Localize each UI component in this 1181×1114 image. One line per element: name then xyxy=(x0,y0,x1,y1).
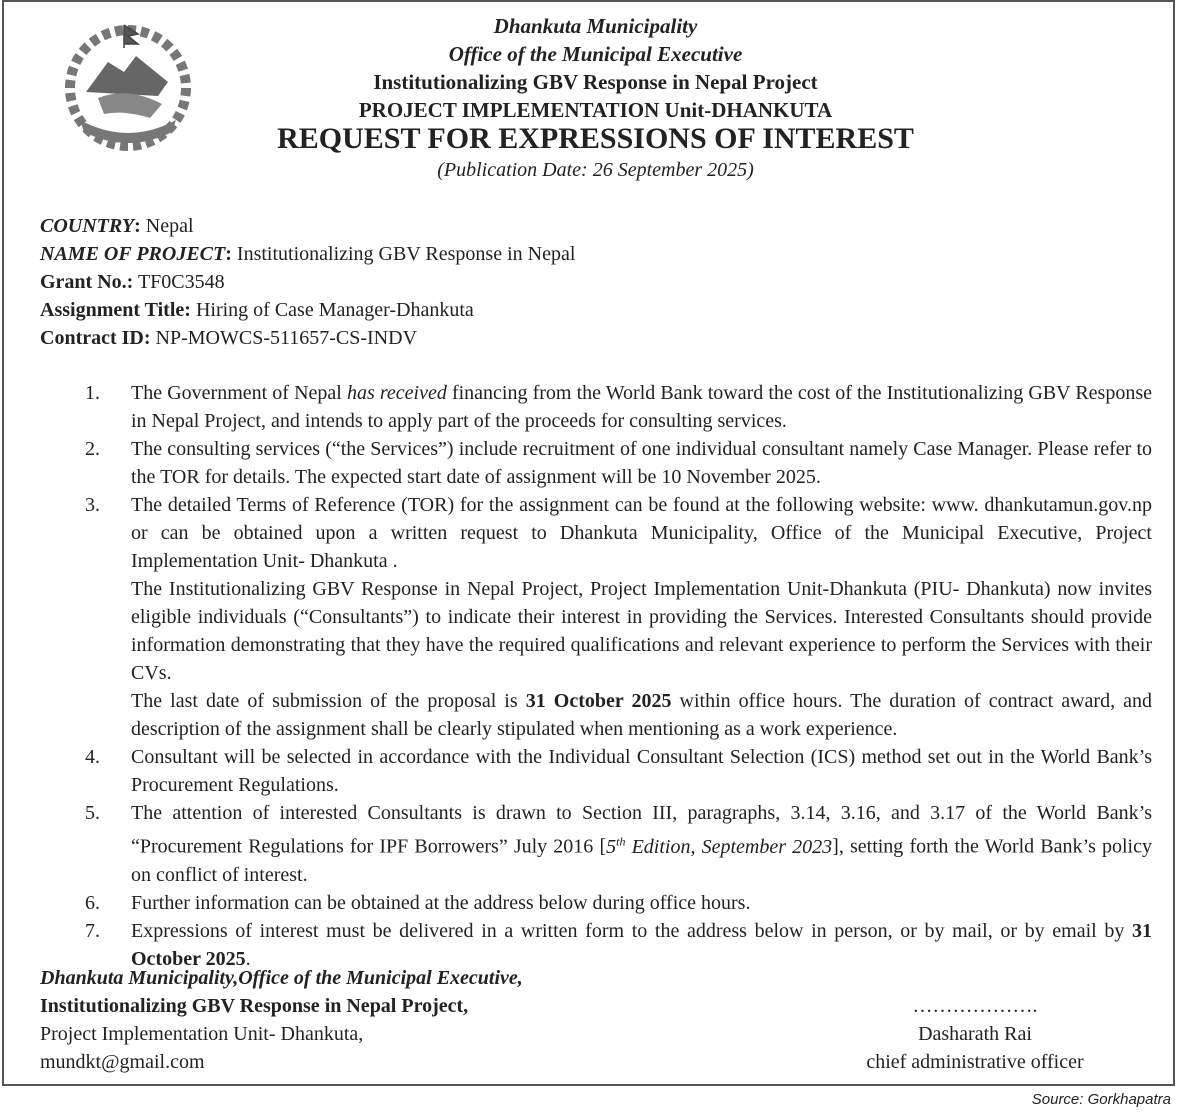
signatory-name: Dasharath Rai xyxy=(918,1023,1032,1045)
meta-grant: Grant No.: TF0C3548 xyxy=(40,271,225,293)
signatory-title: chief administrative officer xyxy=(866,1051,1084,1073)
list-item: 3. The detailed Terms of Reference (TOR) for the assignment can be found at the following website: www. dhankutamun.gov.np or can be obtained upon a written request to Dhankuta Municipality, Office of the Municipal Executive, Project Implementation Unit- Dhankuta . The Institutionalizing GBV Response in Nepal Project, Project Implementation Unit-Dhankuta (PIU- Dhankuta) now invites eligible individuals (“Consultants”) to indicate their interest in providing the Services. Interested Consultants should provide information demonstrating that they have the required qualifications and relevant experience to perform the Services with their CVs. The last date of submission of the proposal is 31 October 2025 within office hours. The duration of contract award, and description of the assignment shall be clearly stipulated when mentioning as a work experience. xyxy=(85,494,1153,740)
contact-email[interactable]: mundkt@gmail.com xyxy=(40,1051,205,1073)
numbered-list xyxy=(40,379,1152,973)
page-title: REQUEST FOR EXPRESSIONS OF INTEREST xyxy=(277,122,914,155)
list-item: 1. The Government of Nepal has received financing from the World Bank toward the cost of the Institutionalizing GBV Response in Nepal Project, and intends to apply part of the proceeds for consulting services. xyxy=(85,382,1152,432)
list-item: 7. Expressions of interest must be delivered in a written form to the address below in person, or by mail, or by email by 31 October 2025. xyxy=(85,919,1152,970)
list-item: 5. The attention of interested Consultants is drawn to Section III, paragraphs, 3.14, 3.16, and 3.17 of the World Bank’s “Procurement Regulations for IPF Borrowers” July 2016 [5th Edition, September 2023], setting forth the World Bank’s policy on conflict of interest. xyxy=(85,802,1152,886)
meta-contract: Contract ID: NP-MOWCS-511657-CS-INDV xyxy=(40,327,418,349)
project-details xyxy=(40,212,575,352)
meta-project: NAME OF PROJECT: Institutionalizing GBV Response in Nepal xyxy=(40,243,576,265)
list-item: 6. Further information can be obtained at the address below during office hours. xyxy=(85,891,751,914)
meta-assignment: Assignment Title: Hiring of Case Manager-Dhankuta xyxy=(40,299,474,321)
list-item: 4. Consultant will be selected in accordance with the Individual Consultant Selection (ICS) method set out in the World Bank’s Procurement Regulations. xyxy=(85,746,1152,796)
project-name: Institutionalizing GBV Response in Nepal Project xyxy=(373,70,818,94)
office-name: Office of the Municipal Executive xyxy=(448,42,743,66)
municipality-name: Dhankuta Municipality xyxy=(493,14,698,38)
signature-dots: ………………. xyxy=(912,995,1038,1017)
signature-block xyxy=(840,992,1110,1076)
publication-date: (Publication Date: 26 September 2025) xyxy=(437,159,754,181)
contact-address: Dhankuta Municipality,Office of the Municipal Executive, Institutionalizing GBV Response in Nepal Project, Project Implementation Unit- Dhankuta, mundkt@gmail.com xyxy=(40,964,523,1076)
list-item: 2. The consulting services (“the Services”) include recruitment of one individual consultant namely Case Manager. Please refer to the TOR for details. The expected start date of assignment will be 10 November 2025. xyxy=(85,438,1152,488)
meta-country: COUNTRY: Nepal xyxy=(40,215,194,237)
source-credit: Source: Gorkhapatra xyxy=(1031,1091,1171,1108)
unit-name: PROJECT IMPLEMENTATION Unit-DHANKUTA xyxy=(358,98,833,122)
